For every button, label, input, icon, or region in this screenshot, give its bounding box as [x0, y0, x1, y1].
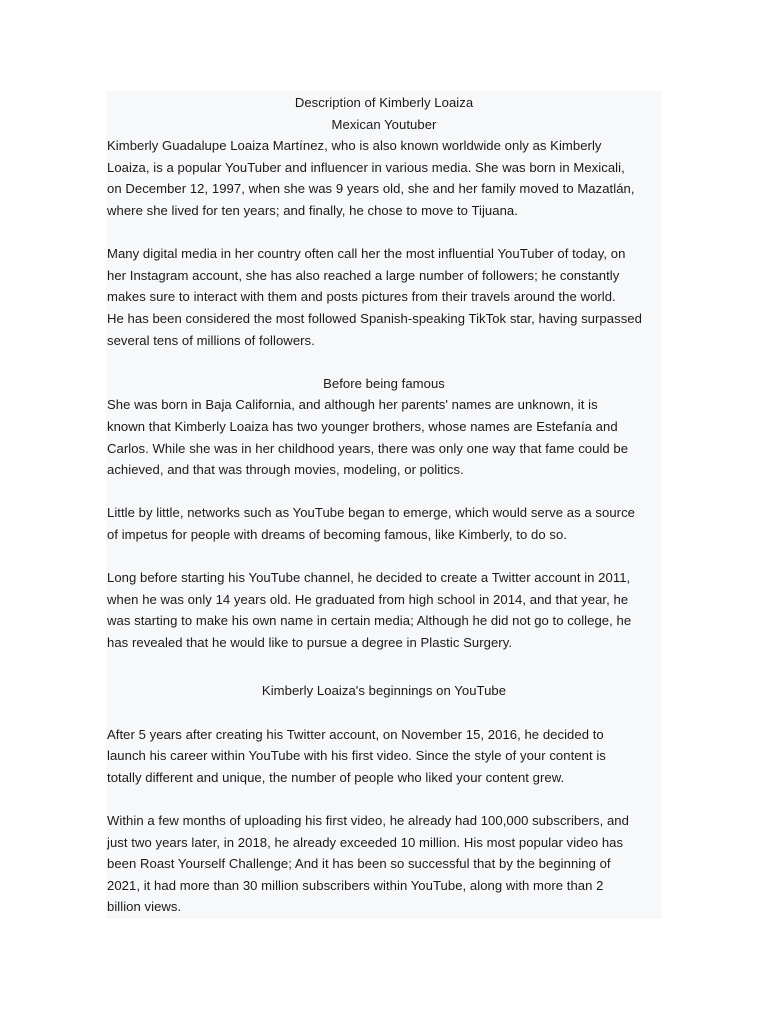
- text-line: Within a few months of uploading his first video, he already had 100,000 subscribers, and: [107, 813, 629, 828]
- text-line: been Roast Yourself Challenge; And it has been so successful that by the beginning of: [107, 856, 611, 872]
- text-line: Loaiza, is a popular YouTuber and influencer in various media. She was born in Mexicali,: [107, 159, 625, 175]
- document-subtitle: Mexican Youtuber: [331, 116, 437, 132]
- launch-paragraph: [107, 724, 667, 789]
- document-body: [107, 92, 667, 918]
- text-line: He has been considered the most followed Spanish-speaking TikTok star, having surpassed: [107, 310, 642, 326]
- text-line: achieved, and that was through movies, modeling, or politics.: [107, 462, 464, 478]
- text-line: where she lived for ten years; and finally, he chose to move to Tijuana.: [107, 202, 518, 218]
- text-line: totally different and unique, the number of people who liked your content grew.: [107, 769, 565, 785]
- family-paragraph: [107, 394, 667, 480]
- growth-paragraph: [107, 810, 667, 918]
- text-line: several tens of millions of followers.: [107, 332, 315, 348]
- text-line: Little by little, networks such as YouTube began to emerge, which would serve as a source: [107, 505, 636, 521]
- text-line: She was born in Baja California, and although her parents' names are unknown, it is: [107, 397, 598, 413]
- influence-paragraph: [107, 243, 667, 351]
- text-line: launch his career within YouTube with his first video. Since the style of your content is: [107, 748, 606, 764]
- text-line: on December 12, 1997, when she was 9 years old, she and her family moved to Mazatlán,: [107, 181, 635, 197]
- text-line: Carlos. While she was in her childhood years, there was only one way that fame could be: [107, 440, 629, 456]
- text-line: 2021, it had more than 30 million subscribers within YouTube, along with more than 2: [107, 877, 604, 893]
- text-line: when he was only 14 years old. He graduated from high school in 2014, and that year, he: [107, 591, 629, 607]
- text-line: Kimberly Guadalupe Loaiza Martínez, who is also known worldwide only as Kimberly: [107, 138, 602, 154]
- text-line: After 5 years after creating his Twitter account, on November 15, 2016, he decided to: [107, 726, 604, 742]
- text-line: Long before starting his YouTube channel, he decided to create a Twitter account in 2011,: [107, 570, 631, 586]
- section-heading-youtube-beginnings: Kimberly Loaiza's beginnings on YouTube: [261, 683, 507, 699]
- text-line: her Instagram account, she has also reached a large number of followers; he constantly: [107, 267, 620, 283]
- text-line: was starting to make his own name in certain media; Although he did not go to college, he: [107, 613, 632, 629]
- twitter-paragraph: [107, 567, 667, 653]
- text-line: billion views.: [107, 899, 182, 915]
- text-line: known that Kimberly Loaiza has two younger brothers, whose names are Estefanía and: [107, 418, 618, 434]
- text-line: Many digital media in her country often call her the most influential YouTuber of today, on: [107, 246, 626, 262]
- intro-paragraph: [107, 135, 667, 221]
- networks-paragraph: [107, 502, 667, 545]
- section-heading-before-famous: Before being famous: [323, 375, 445, 391]
- document-title: Description of Kimberly Loaiza: [294, 95, 474, 110]
- text-line: just two years later, in 2018, he already exceeded 10 million. His most popular video has: [107, 834, 624, 850]
- text-line: of impetus for people with dreams of becoming famous, like Kimberly, to do so.: [107, 526, 567, 542]
- text-line: makes sure to interact with them and posts pictures from their travels around the world.: [107, 289, 616, 305]
- text-line: has revealed that he would like to pursue a degree in Plastic Surgery.: [107, 634, 513, 650]
